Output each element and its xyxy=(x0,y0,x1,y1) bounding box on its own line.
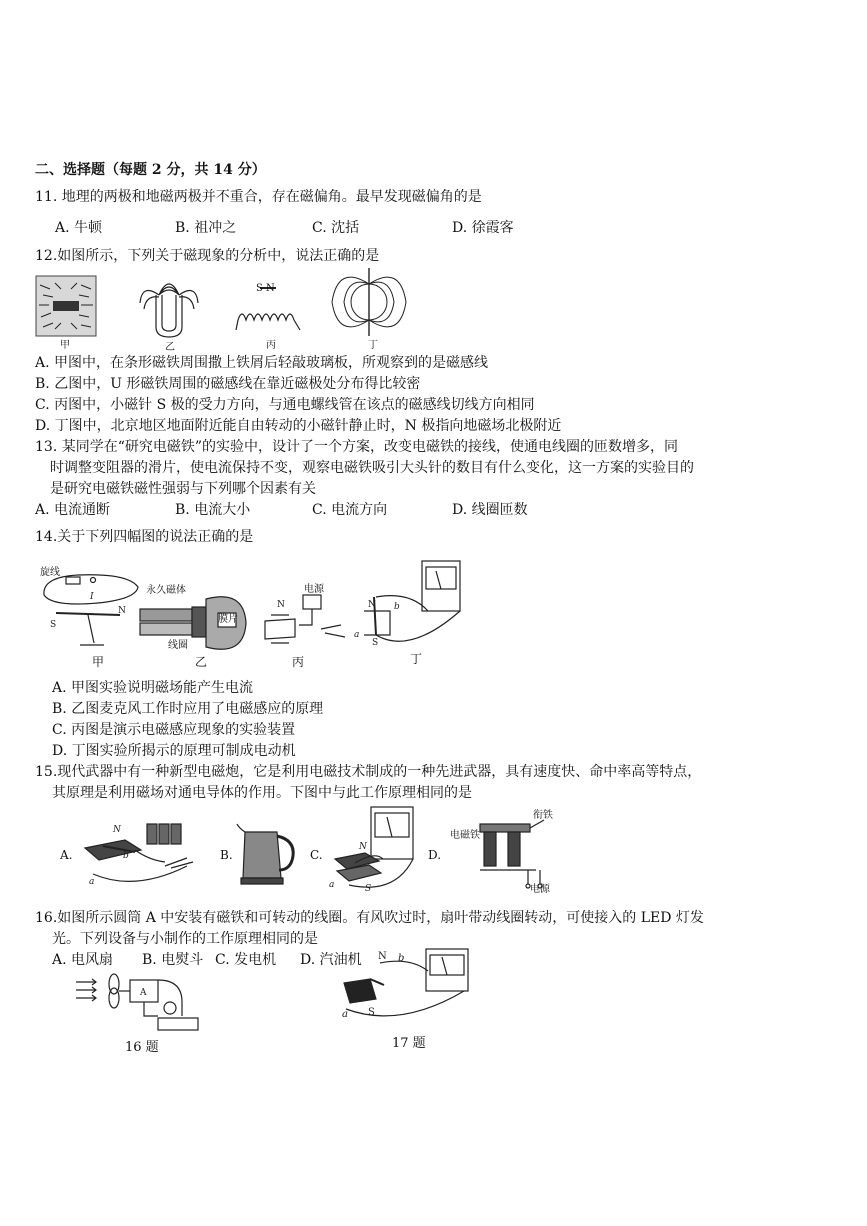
q16-option-b: B. 电熨斗 xyxy=(142,952,204,968)
q16-figure-caption: 16 题 xyxy=(125,1040,159,1055)
q11-option-d: D. 徐霞客 xyxy=(452,220,514,236)
q17-figure-caption: 17 题 xyxy=(392,1036,426,1051)
q15-fig-label-b: B. xyxy=(220,848,233,862)
q12-figure-ding-earth-field xyxy=(328,262,410,342)
question-13-stem-line-1: 13. 某同学在“研究电磁铁”的实验中，设计了一个方案，改变电磁铁的接线，使通电线圈的匝数增多，同 xyxy=(35,439,679,455)
svg-text:a: a xyxy=(329,880,335,890)
question-15-stem-line-1: 15.现代武器中有一种新型电磁炮，它是利用电磁技术制成的一种先进武器，具有速度快、命中率高等特点， xyxy=(35,764,702,780)
q14-fig-text-wire: 线圈 xyxy=(168,640,188,651)
svg-text:N: N xyxy=(277,600,285,610)
question-14-stem: 14.关于下列四幅图的说法正确的是 xyxy=(35,529,254,545)
svg-text:N: N xyxy=(359,842,367,852)
q14-fig-label-jia: 甲 xyxy=(92,655,105,669)
svg-text:N: N xyxy=(113,825,121,835)
svg-text:N: N xyxy=(368,600,376,610)
q13-option-a: A. 电流通断 xyxy=(35,502,111,518)
q15-fig-text-electromagnet: 电磁铁 xyxy=(450,830,480,841)
q16-option-c: C. 发电机 xyxy=(215,952,277,968)
q12-option-b: B. 乙图中，U 形磁铁周围的磁感线在靠近磁极处分布得比较密 xyxy=(35,376,421,392)
q12-fig-sn-label: S N xyxy=(256,283,275,294)
question-15-stem-line-2: 其原理是利用磁场对通电导体的作用。下图中与此工作原理相同的是 xyxy=(52,785,472,801)
q15-fig-label-a: A. xyxy=(60,848,73,862)
question-12-stem: 12.如图所示，下列关于磁现象的分析中，说法正确的是 xyxy=(35,248,380,264)
svg-text:N: N xyxy=(118,606,126,616)
q16-option-d: D. 汽油机 xyxy=(300,952,362,968)
question-13-stem-line-2: 时调整变阻器的滑片，使电流保持不变，观察电磁铁吸引大头针的数目有什么变化，这一方案的实验目的 xyxy=(50,460,694,476)
q14-fig-text-magnet: 永久磁体 xyxy=(146,585,186,596)
q12-option-c: C. 丙图中，小磁针 S 极的受力方向，与通电螺线管在该点的磁感线切线方向相同 xyxy=(35,397,535,413)
q15-figure-c-galvanometer xyxy=(325,803,425,899)
q12-figure-jia-iron-filings xyxy=(35,275,97,337)
q12-option-d: D. 丁图中，北京地区地面附近能自由转动的小磁针静止时，N 极指向地磁场北极附近 xyxy=(35,418,562,434)
q15-fig-text-power: 电源 xyxy=(530,884,550,895)
svg-text:I: I xyxy=(90,592,94,602)
q11-option-b: B. 祖冲之 xyxy=(175,220,237,236)
q13-option-c: C. 电流方向 xyxy=(312,502,388,518)
question-16-stem-line-1: 16.如图所示圆筒 A 中安装有磁铁和可转动的线圈。有风吹过时，扇叶带动线圈转动，可使接入的 LED 灯发 xyxy=(35,910,704,926)
q11-option-a: A. 牛顿 xyxy=(55,220,103,236)
q12-figure-yi-u-magnet xyxy=(138,275,200,343)
q14-option-a: A. 甲图实验说明磁场能产生电流 xyxy=(52,680,254,696)
svg-text:S: S xyxy=(372,638,379,648)
q14-option-b: B. 乙图麦克风工作时应用了电磁感应的原理 xyxy=(52,701,324,717)
q14-fig-label-yi: 乙 xyxy=(195,655,208,669)
q17-figure-generator xyxy=(340,945,475,1035)
question-11-stem: 11. 地理的两极和地磁两极并不重合，存在磁偏角。最早发现磁偏角的是 xyxy=(35,189,482,205)
q13-option-d: D. 线圈匝数 xyxy=(452,502,528,518)
section-heading: 二、选择题（每题 2 分，共 14 分） xyxy=(35,162,266,178)
q14-fig-text-coil: 旋线 xyxy=(40,567,60,578)
q12-fig-label-bing: 丙 xyxy=(266,340,276,351)
q11-option-c: C. 沈括 xyxy=(312,220,360,236)
q14-fig-label-bing: 丙 xyxy=(292,655,305,669)
svg-text:a: a xyxy=(89,877,95,887)
q15-figure-a-rail-circuit xyxy=(75,800,200,892)
q15-fig-text-iron: 衔铁 xyxy=(533,810,553,821)
q14-fig-text-membrane: 膜片 xyxy=(218,614,238,625)
q15-fig-label-c: C. xyxy=(310,848,323,862)
question-16-stem-line-2: 光。下列设备与小制作的工作原理相同的是 xyxy=(52,931,318,947)
q16-option-a: A. 电风扇 xyxy=(52,952,114,968)
q15-fig-label-d: D. xyxy=(428,848,442,862)
q15-figure-b-electric-kettle xyxy=(235,818,301,888)
q12-fig-label-yi: 乙 xyxy=(165,342,175,353)
q14-fig-label-ding: 丁 xyxy=(410,652,423,666)
svg-text:N: N xyxy=(378,951,387,962)
question-13-stem-line-3: 是研究电磁铁磁性强弱与下列哪个因素有关 xyxy=(50,481,316,497)
svg-text:A: A xyxy=(140,988,147,998)
svg-text:a: a xyxy=(354,630,360,640)
q12-fig-label-ding: 丁 xyxy=(368,340,378,351)
q12-fig-label-jia: 甲 xyxy=(60,340,70,351)
q16-figure-wind-generator xyxy=(72,972,212,1042)
q12-option-a: A. 甲图中，在条形磁铁周围撒上铁屑后轻敲玻璃板，所观察到的是磁感线 xyxy=(35,355,489,371)
svg-text:S: S xyxy=(368,1007,375,1018)
svg-text:b: b xyxy=(398,953,405,964)
q14-option-d: D. 丁图实验所揭示的原理可制成电动机 xyxy=(52,743,296,759)
svg-text:a: a xyxy=(342,1009,348,1020)
q14-fig-text-power: 电源 xyxy=(304,584,324,595)
q14-figure-ding-galvanometer xyxy=(350,555,470,655)
svg-text:b: b xyxy=(123,851,129,861)
q14-option-c: C. 丙图是演示电磁感应现象的实验装置 xyxy=(52,722,296,738)
svg-text:S: S xyxy=(365,884,372,894)
q13-option-b: B. 电流大小 xyxy=(175,502,251,518)
svg-text:b: b xyxy=(394,602,400,612)
svg-text:S: S xyxy=(50,620,57,630)
